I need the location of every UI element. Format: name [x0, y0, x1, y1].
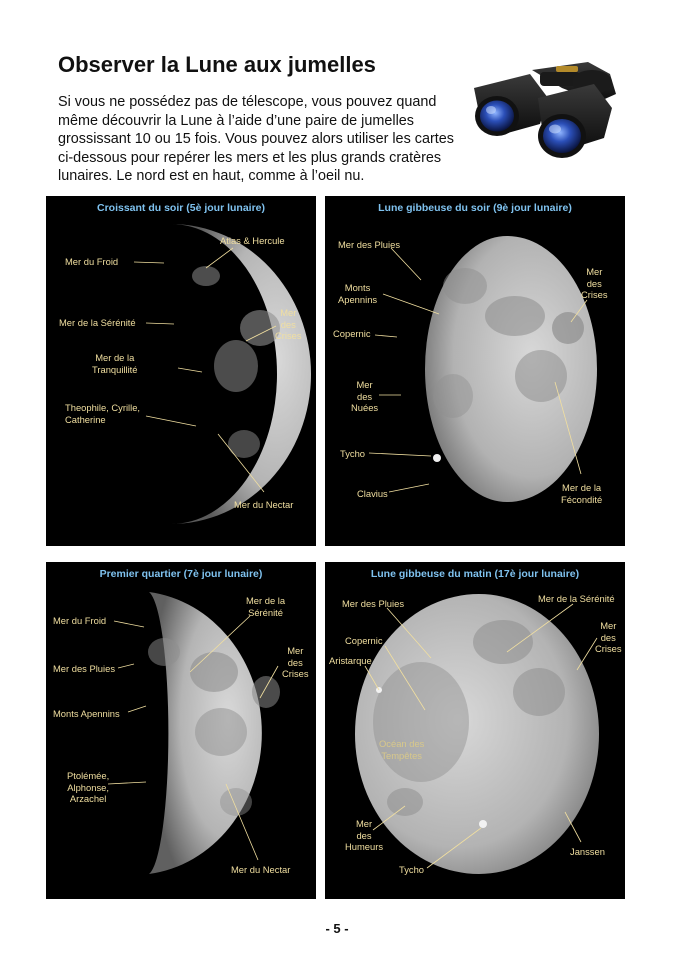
label-mer-des-crises: Mer des Crises	[282, 645, 309, 679]
label-mer-du-nectar: Mer du Nectar	[231, 864, 291, 875]
label-ocean-des-tempetes: Océan des Tempêtes	[379, 738, 425, 761]
label-mer-des-pluies: Mer des Pluies	[342, 598, 405, 609]
label-mer-du-froid: Mer du Froid	[53, 615, 107, 626]
label-mer-des-humeurs: Mer des Humeurs	[345, 818, 384, 852]
label-mer-serenite: Mer de la Sérénité	[538, 593, 615, 604]
label-mer-des-pluies: Mer des Pluies	[338, 239, 401, 250]
moon-panel-evening-crescent	[46, 196, 316, 546]
panel-title: Croissant du soir (5è jour lunaire)	[96, 202, 266, 214]
label-ptolemee-alphonse-arzachel: Ptolémée, Alphonse, Arzachel	[67, 770, 110, 804]
label-mer-serenite: Mer de la Sérénité	[59, 317, 136, 328]
moon-panel-first-quarter	[46, 562, 316, 899]
label-mer-des-crises: Mer des Crises	[581, 266, 608, 300]
label-janssen: Janssen	[570, 846, 605, 857]
panel-title: Lune gibbeuse du matin (17è jour lunaire)	[370, 568, 580, 580]
label-mer-des-nuees: Mer des Nuées	[351, 379, 379, 413]
label-theophile-cyrille-catherine: Theophile, Cyrille, Catherine	[65, 402, 141, 425]
intro-paragraph: Si vous ne possédez pas de télescope, vous pouvez quand même découvrir la Lune à l’aide d’une paire de jumelles grossissant 10 ou 15 fois. Vous pouvez alors utiliser les cartes ci-dessous pour repérer les mers et les plus grands cratères lunaires. Le nord est en haut, comme à l’oeil nu.	[58, 94, 454, 185]
label-mer-du-froid: Mer du Froid	[65, 256, 119, 267]
label-monts-apennins: Monts Apennins	[53, 708, 120, 719]
page-title: Observer la Lune aux jumelles	[58, 52, 376, 77]
moon-panel-evening-gibbous	[325, 196, 625, 546]
panel-title: Lune gibbeuse du soir (9è jour lunaire)	[378, 202, 572, 214]
label-copernic: Copernic	[333, 328, 371, 339]
binoculars-icon	[470, 58, 620, 162]
label-atlas-hercule: Atlas & Hercule	[220, 235, 285, 246]
moon-image	[46, 196, 316, 546]
label-tycho: Tycho	[399, 864, 425, 875]
page-number: - 5 -	[325, 921, 349, 936]
label-mer-tranquillite: Mer de la Tranquillité	[92, 352, 138, 375]
label-aristarque: Aristarque	[329, 655, 372, 666]
label-mer-fecondite: Mer de la Fécondité	[561, 482, 603, 505]
label-tycho: Tycho	[340, 448, 366, 459]
label-copernic: Copernic	[345, 635, 383, 646]
panel-title: Premier quartier (7è jour lunaire)	[99, 568, 263, 580]
label-monts-apennins: Monts Apennins	[338, 282, 378, 305]
label-mer-des-crises: Mer des Crises	[275, 307, 302, 341]
label-mer-des-pluies: Mer des Pluies	[53, 663, 116, 674]
label-mer-serenite: Mer de la Sérénité	[246, 595, 286, 618]
label-mer-des-crises: Mer des Crises	[595, 620, 622, 654]
moon-panel-morning-gibbous	[325, 562, 625, 899]
label-clavius: Clavius	[357, 488, 388, 499]
label-mer-du-nectar: Mer du Nectar	[234, 499, 294, 510]
